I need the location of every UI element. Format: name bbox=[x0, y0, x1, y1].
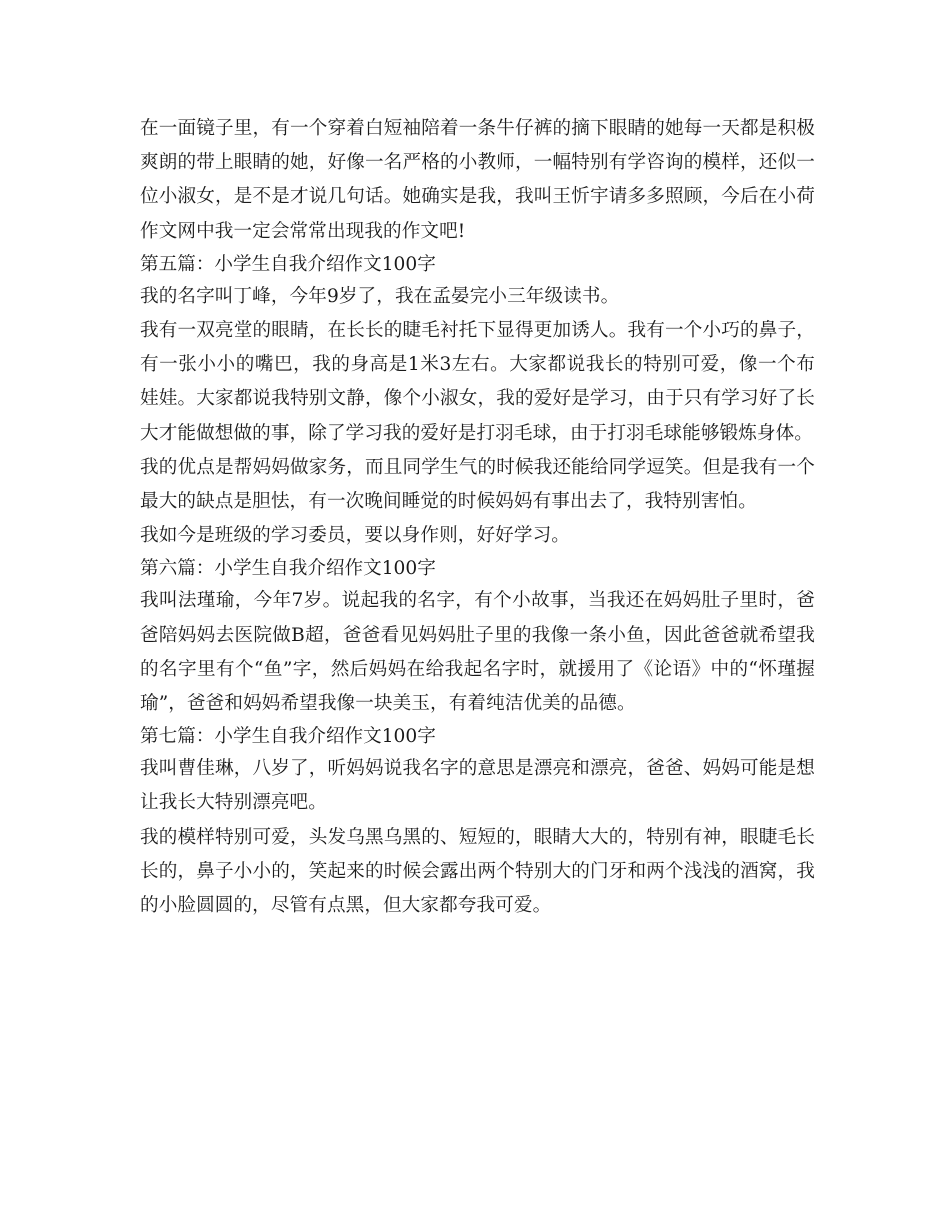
document-page bbox=[140, 112, 815, 923]
paragraph-5-1: 我的名字叫丁峰，今年9岁了，我在孟晏完小三年级读书。 bbox=[140, 285, 620, 307]
section-heading-5: 第五篇：小学生自我介绍作文100字 bbox=[140, 253, 436, 275]
paragraph-7-1: 我叫曹佳琳，八岁了，听妈妈说我名字的意思是漂亮和漂亮，爸爸、妈妈可能是想让我长大特别漂亮吧。 bbox=[140, 758, 815, 814]
paragraph-5-2: 我有一双亮堂的眼睛，在长长的睫毛衬托下显得更加诱人。我有一个小巧的鼻子，有一张小小的嘴巴，我的身高是1米3左右。大家都说我长的特别可爱，像一个布娃娃。大家都说我特别文静，像个小淑女，我的爱好是学习，由于只有学习好了长大才能做想做的事，除了学习我的爱好是打羽毛球，由于打羽毛球能够锻炼身体。 bbox=[140, 320, 815, 444]
paragraph-intro: 在一面镜子里，有一个穿着白短袖陪着一条牛仔裤的摘下眼睛的她每一天都是积极爽朗的带上眼睛的她，好像一名严格的小教师，一幅特别有学咨询的模样，还似一位小淑女，是不是才说几句话。她确实是我，我叫王忻宇请多多照顾，今后在小荷作文网中我一定会常常出现我的作文吧! bbox=[140, 118, 815, 242]
paragraph-5-3: 我的优点是帮妈妈做家务，而且同学生气的时候我还能给同学逗笑。但是我有一个最大的缺点是胆怯，有一次晚间睡觉的时候妈妈有事出去了，我特别害怕。 bbox=[140, 456, 815, 513]
paragraph-5-4: 我如今是班级的学习委员，要以身作则，好好学习。 bbox=[140, 525, 570, 547]
paragraph-6-1: 我叫法瑾瑜，今年7岁。说起我的名字，有个小故事，当我还在妈妈肚子里时，爸爸陪妈妈去医院做B超，爸爸看见妈妈肚子里的我像一条小鱼，因此爸爸就希望我的名字里有个“鱼”字，然后妈妈在给我起名字时，就援用了《论语》中的“怀瑾握瑜”，爸爸和妈妈希望我像一块美玉，有着纯洁优美的品德。 bbox=[140, 590, 815, 715]
paragraph-7-2: 我的模样特别可爱，头发乌黑乌黑的、短短的，眼睛大大的，特别有神，眼睫毛长长的，鼻子小小的，笑起来的时候会露出两个特别大的门牙和两个浅浅的酒窝，我的小脸圆圆的，尽管有点黑，但大家都夸我可爱。 bbox=[140, 826, 815, 917]
section-heading-7: 第七篇：小学生自我介绍作文100字 bbox=[140, 726, 436, 748]
section-heading-6: 第六篇：小学生自我介绍作文100字 bbox=[140, 558, 436, 580]
